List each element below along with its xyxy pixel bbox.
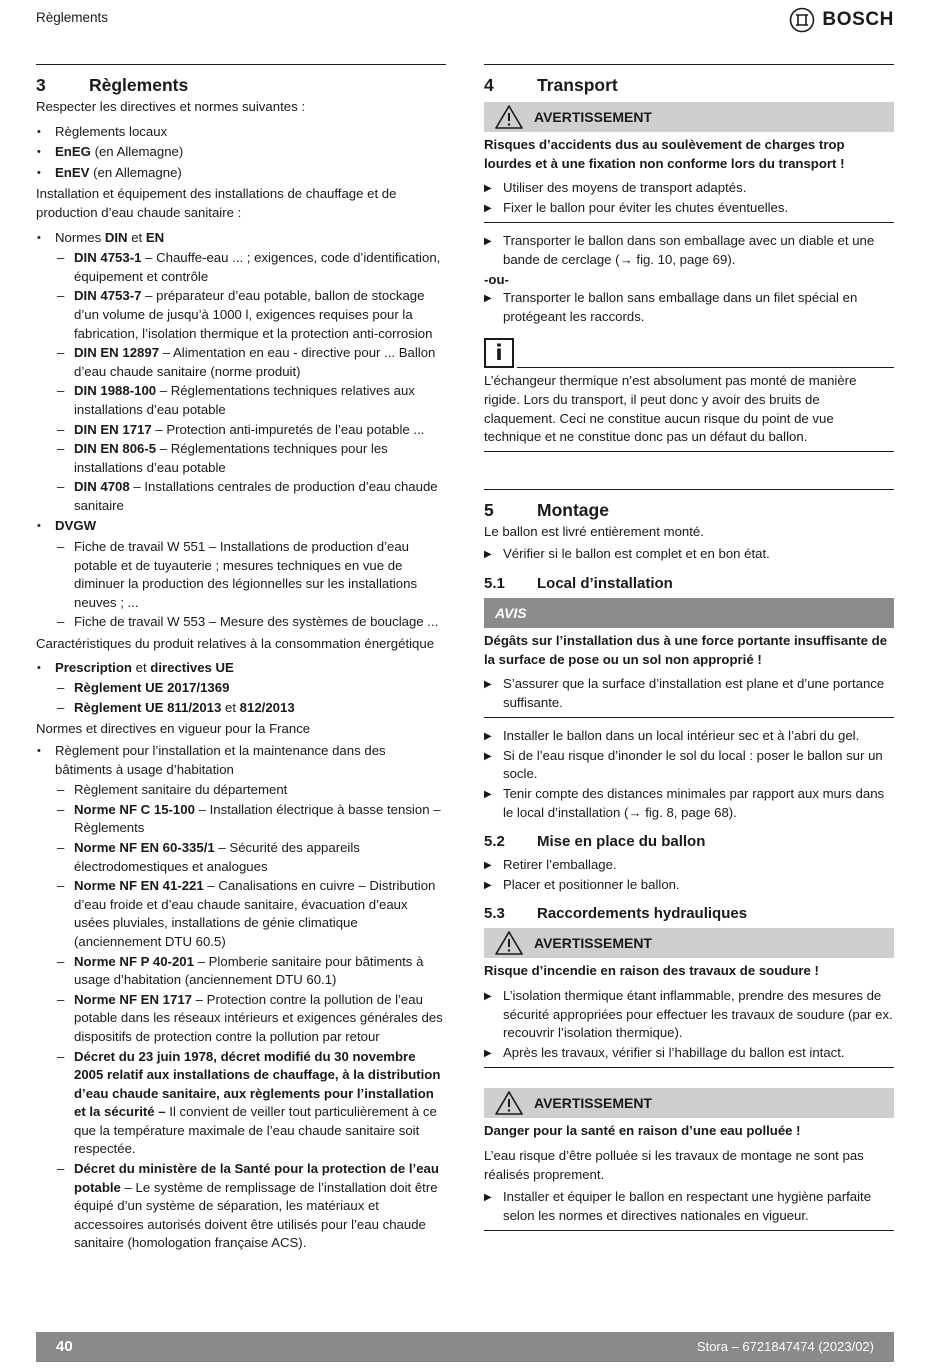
list-item: – Norme NF P 40-201 – Plomberie sanitaire pour bâtiments à usage d’habitation (anciennement DTU 60.1) — [55, 953, 446, 990]
transport-steps-alt — [484, 289, 894, 326]
list-item: ▶ L’isolation thermique étant inflammable, prendre des mesures de sécurité appropriées pour effectuer les travaux de soudure (par ex. recouvrir l’isolation thermique). — [484, 987, 894, 1043]
warning-body — [484, 962, 894, 1068]
transport-steps — [484, 232, 894, 269]
eu-list — [36, 659, 446, 718]
document-reference: Stora – 6721847474 (2023/02) — [696, 1338, 874, 1354]
energy-paragraph: Caractéristiques du produit relatives à la consommation énergétique — [36, 636, 435, 652]
install-steps — [484, 727, 894, 822]
list-item: – DIN 4753-7 – préparateur d’eau potable, ballon de stockage d’un volume de jusqu’à 1000 l, exigences requises pour la fabrication, l’isolation thermique et la protection anti-corrosion — [55, 287, 446, 343]
info-header — [484, 338, 894, 368]
section-5-2-heading: 5.2 Mise en place du ballon — [484, 833, 706, 851]
list-item: – Décret du 23 juin 1978, décret modifié du 30 novembre 2005 relatif aux installations de chauffage, à la distribution d’eau chaude sanitaire, aux règlements pour l’installation et la sécurité – Il convient de veiller tout particulièrement à ce que la température maximale de l’eau chaude sanitaire soit respectée. — [55, 1048, 446, 1160]
left-column — [36, 64, 446, 1255]
notice-steps — [484, 675, 894, 712]
install-paragraph: Installation et équipement des installations de chauffage et de production d’eau chaude sanitaire : — [36, 186, 397, 220]
standards-list — [36, 229, 446, 632]
right-column — [484, 64, 894, 1240]
list-item: ▶ Fixer le ballon pour éviter les chutes éventuelles. — [484, 199, 894, 218]
montage-steps — [484, 545, 894, 564]
list-item: ▶ Utiliser des moyens de transport adaptés. — [484, 179, 894, 198]
warning-label: AVERTISSEMENT — [534, 1095, 652, 1112]
list-item: – Fiche de travail W 551 – Installations de production d’eau potable et de tuyauterie ; mesures techniques en vue de diminuer la production des légionnelles sur les installations neuves ; ... — [55, 538, 446, 612]
notice-label: AVIS — [495, 604, 527, 621]
list-item: – Règlement UE 811/2013 et 812/2013 — [55, 699, 446, 718]
page-footer — [36, 1332, 894, 1362]
list-item: – Norme NF EN 60-335/1 – Sécurité des appareils électrodomestiques et analogues — [55, 839, 446, 876]
or-separator: -ou- — [484, 271, 509, 287]
list-item: – DIN 4753-1 – Chauffe-eau ... ; exigences, code d’identification, équipement et contrôle — [55, 249, 446, 286]
section-5-heading: 5 Montage — [484, 499, 609, 520]
section-4-heading: 4 Transport — [484, 75, 618, 95]
warning-triangle-icon — [484, 930, 534, 956]
list-item: – Règlement sanitaire du département — [55, 781, 446, 800]
france-list — [36, 742, 446, 1253]
list-item: – Norme NF C 15-100 – Installation électrique à basse tension – Règlements — [55, 801, 446, 838]
list-item: – Fiche de travail W 553 – Mesure des systèmes de bouclage ... — [55, 613, 446, 632]
warning-box-transport — [484, 102, 894, 132]
list-item: ▶ Placer et positionner le ballon. — [484, 876, 894, 895]
list-item: ▶ Retirer l’emballage. — [484, 856, 894, 875]
list-item: ▶ Si de l’eau risque d’inonder le sol du local : poser le ballon sur un socle. — [484, 747, 894, 784]
list-item: – Norme NF EN 1717 – Protection contre la pollution de l’eau potable dans les réseaux intérieurs et exigences générales des dispositifs de protection contre la pollution par retour — [55, 991, 446, 1047]
din-sublist — [55, 249, 446, 515]
section-3-heading: 3 Règlements — [36, 75, 189, 95]
warning-label: AVERTISSEMENT — [534, 108, 652, 125]
list-item: – DIN 4708 – Installations centrales de production d’eau chaude sanitaire — [55, 478, 446, 515]
section-3-intro: Respecter les directives et normes suivantes : — [36, 99, 305, 114]
warning-box-soldering — [484, 928, 894, 958]
warning-body — [484, 1122, 894, 1231]
warning-box-water — [484, 1088, 894, 1118]
list-item-dvgw: • DVGW – Fiche de travail W 551 – Installations de production d’eau potable et de tuyauterie ; mesures techniques en vue de diminuer la production des légionnelles sur les installations neuves ; ... – Fiche de travail W 553 – Mesure des systèmes de bouclage ... — [36, 517, 446, 632]
warning-steps — [484, 1188, 894, 1225]
list-item: – DIN 1988-100 – Réglementations techniques relatives aux installations d’eau potable — [55, 382, 446, 419]
dvgw-sublist — [55, 538, 446, 632]
section-5-1-heading: 5.1 Local d’installation — [484, 574, 673, 592]
list-item: ▶ Tenir compte des distances minimales par rapport aux murs dans le local d’installation (→ fig. 8, page 68). — [484, 785, 894, 822]
info-icon: i — [484, 338, 514, 368]
list-item: ▶ Vérifier si le ballon est complet et en bon état. — [484, 545, 894, 564]
list-item: • EnEV (en Allemagne) — [36, 164, 446, 183]
running-header: Règlements — [36, 10, 109, 25]
france-sublist — [55, 781, 446, 1253]
list-item: ▶ Après les travaux, vérifier si l’habillage du ballon est intact. — [484, 1044, 894, 1063]
warning-text: Danger pour la santé en raison d’une eau polluée ! — [484, 1123, 801, 1139]
list-item: – DIN EN 1717 – Protection anti-impuretés de l’eau potable ... — [55, 421, 446, 440]
list-item-din-en: • Normes DIN et EN – DIN 4753-1 – Chauffe-eau ... ; exigences, code d’identification, équipement et contrôle – DIN 4753-7 – préparateur d’eau potable, ballon de stockage d’un volume de jusqu’à 1000 l, exigences requises pour la fabrication, l’isolation thermique et la protection anti-corrosion – DIN EN 12897 – Alimentation en eau - directive pour ... Ballon d’eau chaude sanitaire (norme produit) – DIN 1988-100 – Réglementations techniques relatives aux installations d’eau potable – DIN EN 1717 – Protection anti-impuretés de l’eau potable ... – DIN EN 806-5 – Réglementations techniques pour les installations d’eau potable – DIN 4708 – Installations centrales de production d’eau chaude sanitaire — [36, 229, 446, 516]
placement-steps — [484, 856, 894, 894]
list-item-prescription: • Prescription et directives UE – Règlement UE 2017/1369 – Règlement UE 811/2013 et 812/2013 — [36, 659, 446, 718]
warning-triangle-icon — [484, 104, 534, 130]
bosch-logo-icon — [789, 7, 815, 33]
list-item: – Décret du ministère de la Santé pour la protection de l’eau potable – Le système de remplissage de l’installation doit être équipé d’un système de séparation, les matériaux et accessoires autorisés doivent être utilisés pour l’eau chaude sanitaire (homologation française ACS). — [55, 1160, 446, 1253]
list-item: – DIN EN 12897 – Alimentation en eau - directive pour ... Ballon d’eau chaude sanitaire (norme produit) — [55, 344, 446, 381]
section-5-3-heading: 5.3 Raccordements hydrauliques — [484, 905, 748, 923]
list-item: ▶ Transporter le ballon sans emballage dans un filet spécial en protégeant les raccords. — [484, 289, 894, 326]
warning-steps — [484, 987, 894, 1062]
info-text: L’échangeur thermique n’est absolument pas monté de manière rigide. Lors du transport, il peut donc y avoir des bruits de claquement. Ceci ne constitue aucun risque du point de vue technique et ne constitue donc pas un défaut du ballon. — [484, 373, 857, 445]
warning-body — [484, 136, 894, 223]
list-item: • Règlements locaux — [36, 123, 446, 142]
page-number: 40 — [56, 1337, 73, 1355]
warning-text: Risque d’incendie en raison des travaux de soudure ! — [484, 963, 819, 979]
warning-label: AVERTISSEMENT — [534, 935, 652, 952]
list-item: ▶ Installer le ballon dans un local intérieur sec et à l’abri du gel. — [484, 727, 894, 746]
brand-name: BOSCH — [822, 8, 894, 30]
regulation-list — [36, 123, 446, 183]
notice-text: Dégâts sur l’installation dus à une force portante insuffisante de la surface de pose ou un sol non approprié ! — [484, 632, 888, 667]
list-item-france: • Règlement pour l’installation et la maintenance dans des bâtiments à usage d’habitation – Règlement sanitaire du département – Norme NF C 15-100 – Installation électrique à basse tension – Règlements – Norme NF EN 60-335/1 – Sécurité des appareils électrodomestiques et analogues – Norme NF EN 41-221 – Canalisations en cuivre – Distribution d’eau froide et d’eau chaude sanitaire, évacuation d’eaux usées pluviales, installations de génie climatique (anciennement DTU 60.5) – Norme NF P 40-201 – Plomberie sanitaire pour bâtiments à usage d’habitation (anciennement DTU 60.1) – Norme NF EN 1717 – Protection contre la pollution de l’eau potable dans les réseaux intérieurs et exigences générales des dispositifs de protection contre la pollution par retour – Décret du 23 juin 1978, décret modifié du 30 novembre 2005 relatif aux installations de chauffage, à la distribution d’eau chaude sanitaire, aux règlements pour l’installation et la sécurité – Il convient de veiller tout particulièrement à ce que la température maximale de l’eau chaude sanitaire soit respectée. – Décret du ministère de la Santé pour la protection de l’eau potable – Le système de remplissage de l’installation doit être équipé d’un système de séparation, les matériaux et accessoires autorisés doivent être utilisés pour l’eau chaude sanitaire (homologation française ACS). — [36, 742, 446, 1253]
list-item: • EnEG (en Allemagne) — [36, 143, 446, 162]
eu-sublist — [55, 679, 446, 717]
list-item: ▶ Installer et équiper le ballon en respectant une hygiène parfaite selon les normes et directives nationales en vigueur. — [484, 1188, 894, 1225]
notice-body — [484, 632, 894, 718]
list-item: – Norme NF EN 41-221 – Canalisations en cuivre – Distribution d’eau froide et d’eau chaude sanitaire, évacuation d’eaux usées pluviales, installations de génie climatique (anciennement DTU 60.5) — [55, 877, 446, 951]
list-item: ▶ Transporter le ballon dans son emballage avec un diable et une bande de cerclage (→ fig. 10, page 69). — [484, 232, 894, 269]
warning-steps — [484, 179, 894, 217]
france-paragraph: Normes et directives en vigueur pour la France — [36, 721, 311, 737]
list-item: – DIN EN 806-5 – Réglementations techniques pour les installations d’eau potable — [55, 440, 446, 477]
info-body — [484, 372, 894, 451]
brand — [789, 7, 894, 33]
list-item: ▶ S’assurer que la surface d’installation est plane et d’une portance suffisante. — [484, 675, 894, 712]
warning-triangle-icon — [484, 1090, 534, 1116]
warning-text: Risques d’accidents dus au soulèvement de charges trop lourdes et à une fixation non conforme lors du transport ! — [484, 137, 845, 171]
section-5-intro: Le ballon est livré entièrement monté. — [484, 523, 704, 539]
list-item: – Règlement UE 2017/1369 — [55, 679, 446, 698]
notice-box — [484, 598, 894, 628]
warning-paragraph: L’eau risque d’être polluée si les travaux de montage ne sont pas réalisés proprement. — [484, 1148, 864, 1182]
